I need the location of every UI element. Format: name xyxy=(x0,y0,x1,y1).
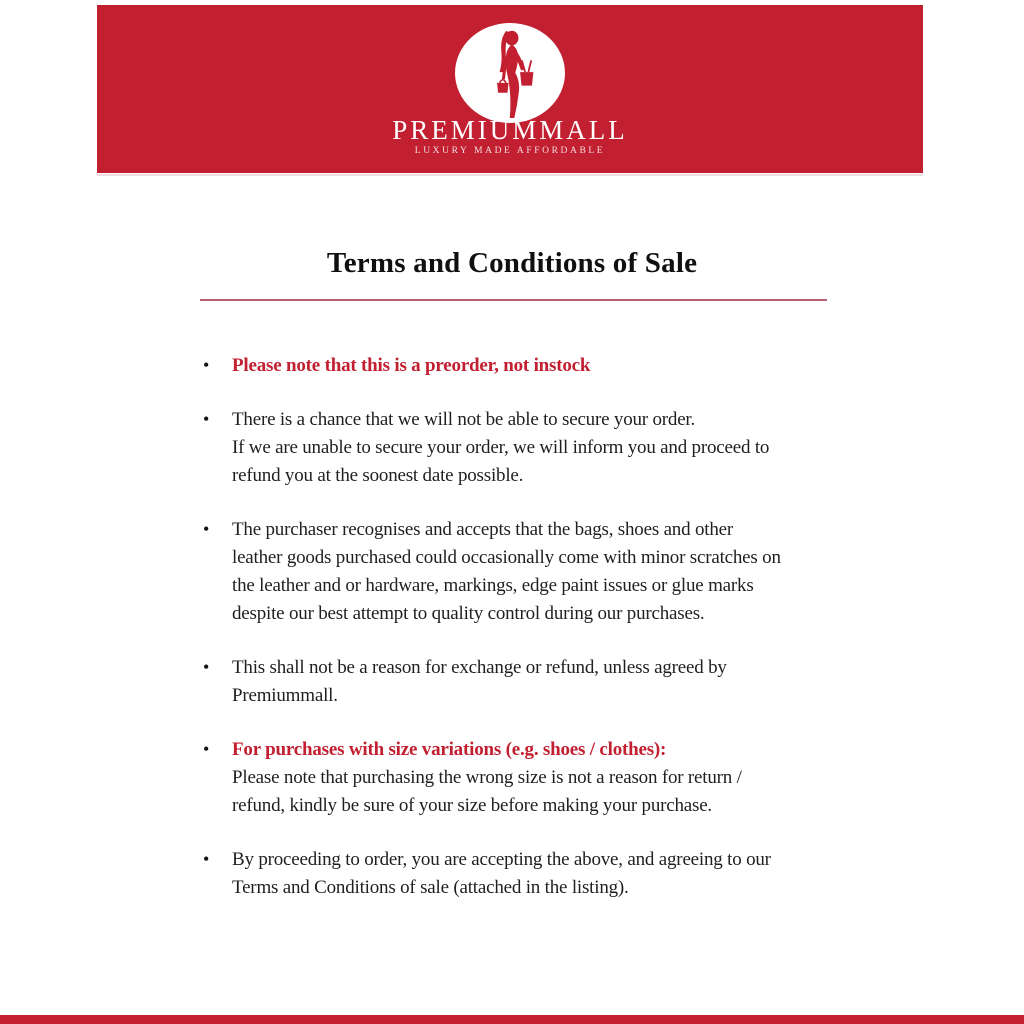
header-banner xyxy=(97,5,923,173)
term-text-line: Premiummall. xyxy=(232,685,338,706)
term-text-line: • For purchases with size variations (e.g. shoes / clothes): xyxy=(232,739,667,760)
term-text-line: • The purchaser recognises and accepts that the bags, shoes and other xyxy=(232,519,733,540)
footer-stripe xyxy=(0,1015,1024,1024)
term-text-line: If we are unable to secure your order, we will inform you and proceed to xyxy=(232,437,770,458)
term-text-line: • Please note that this is a preorder, not instock xyxy=(232,355,591,376)
term-text-line: the leather and or hardware, markings, edge paint issues or glue marks xyxy=(232,575,754,596)
term-item-no-refund xyxy=(200,654,865,710)
term-item-acceptance xyxy=(200,846,865,902)
terms-list xyxy=(200,352,865,928)
term-text-line: leather goods purchased could occasionally come with minor scratches on xyxy=(232,547,781,568)
brand-logo xyxy=(455,23,565,123)
term-item-size-variations xyxy=(200,736,865,820)
brand-wordmark: PREMIUMMALL xyxy=(392,115,628,145)
term-text-line: refund, kindly be sure of your size before making your purchase. xyxy=(232,795,712,816)
term-text-line: refund you at the soonest date possible. xyxy=(232,465,524,486)
woman-shopper-silhouette-icon xyxy=(473,28,547,118)
brand-tagline: LUXURY MADE AFFORDABLE xyxy=(414,146,606,156)
term-item-secure-order xyxy=(200,406,865,490)
term-text-line: • There is a chance that we will not be able to secure your order. xyxy=(232,409,696,430)
page-title: Terms and Conditions of Sale xyxy=(326,247,698,279)
term-item-condition xyxy=(200,516,865,628)
term-text-line: despite our best attempt to quality control during our purchases. xyxy=(232,603,705,624)
term-item-preorder xyxy=(200,352,865,380)
term-text-line: • By proceeding to order, you are accepting the above, and agreeing to our xyxy=(232,849,771,870)
header-shadow-line xyxy=(97,174,923,176)
term-text-line: Terms and Conditions of sale (attached in the listing). xyxy=(232,877,629,898)
term-text-line: Please note that purchasing the wrong size is not a reason for return / xyxy=(232,767,742,788)
title-divider xyxy=(200,299,827,301)
term-text-line: • This shall not be a reason for exchange or refund, unless agreed by xyxy=(232,657,727,678)
